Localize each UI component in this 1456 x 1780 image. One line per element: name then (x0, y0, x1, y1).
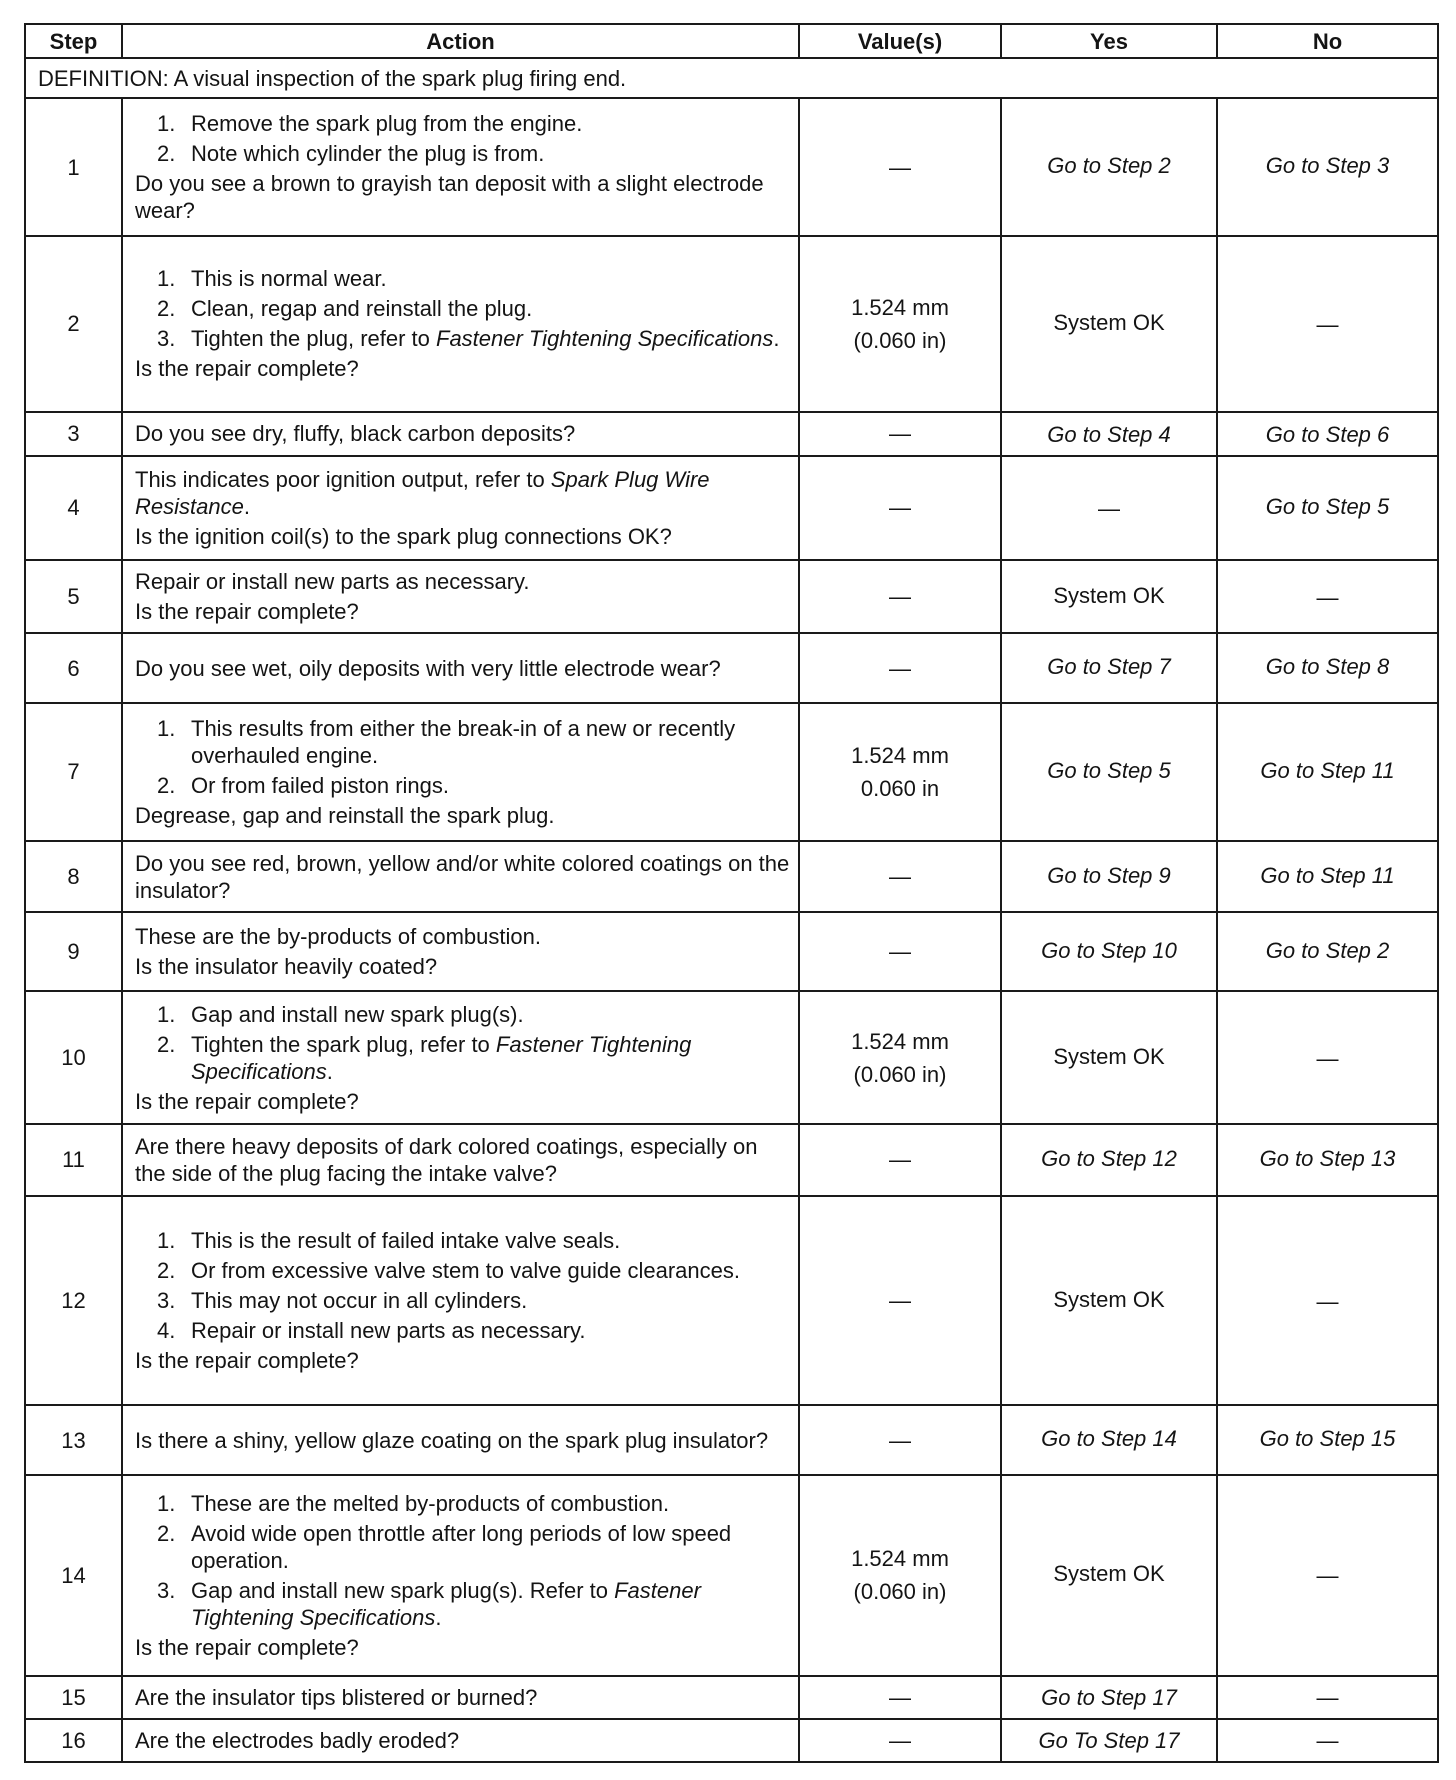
no-cell: — (1217, 1676, 1438, 1719)
list-item: 3. Tighten the plug, refer to Fastener Tightening Specifications. (157, 326, 780, 352)
step-number: 12 (25, 1196, 122, 1406)
list-item: 1. These are the melted by-products of combustion. (157, 1490, 670, 1516)
yes-cell: Go to Step 2 (1001, 98, 1217, 236)
yes-cell: Go to Step 10 (1001, 912, 1217, 990)
value-metric: 1.524 mm (851, 1028, 949, 1054)
action-question: Is the repair complete? (135, 1088, 359, 1114)
header-step: Step (25, 24, 122, 58)
list-item: 1. Remove the spark plug from the engine. (157, 111, 583, 137)
no-cell: Go to Step 13 (1217, 1124, 1438, 1195)
action-question: Do you see red, brown, yellow and/or white colored coatings on the insulator? (135, 850, 790, 903)
yes-cell: Go to Step 5 (1001, 703, 1217, 842)
action-question: Do you see dry, fluffy, black carbon deposits? (135, 421, 576, 447)
no-cell: — (1217, 560, 1438, 633)
yes-cell: Go to Step 7 (1001, 633, 1217, 702)
step-number: 1 (25, 98, 122, 236)
action-cell (122, 236, 799, 412)
no-cell: — (1217, 991, 1438, 1125)
step-number: 2 (25, 236, 122, 412)
no-cell: — (1217, 1196, 1438, 1406)
yes-cell: — (1001, 456, 1217, 560)
action-cell (122, 703, 799, 842)
table-row (25, 991, 1438, 1125)
value-cell: — (799, 841, 1001, 912)
table-row (25, 456, 1438, 560)
action-question: Do you see a brown to grayish tan deposit with a slight electrode wear? (135, 171, 764, 224)
yes-cell: Go to Step 9 (1001, 841, 1217, 912)
no-cell: Go to Step 2 (1217, 912, 1438, 990)
value-cell: — (799, 912, 1001, 990)
header-values: Value(s) (799, 24, 1001, 58)
list-item: 3. This may not occur in all cylinders. (157, 1288, 528, 1314)
no-cell: Go to Step 11 (1217, 841, 1438, 912)
action-cell (122, 412, 799, 456)
list-item: 2. Or from excessive valve stem to valve guide clearances. (157, 1258, 741, 1284)
value-cell: — (799, 98, 1001, 236)
table-row (25, 412, 1438, 456)
list-item: 1. This is the result of failed intake valve seals. (157, 1228, 621, 1254)
action-cell (122, 1719, 799, 1762)
action-question: Is the insulator heavily coated? (135, 954, 438, 980)
action-cell (122, 1676, 799, 1719)
step-number: 6 (25, 633, 122, 702)
step-number: 14 (25, 1475, 122, 1676)
value-cell: — (799, 456, 1001, 560)
action-question: Is the repair complete? (135, 356, 359, 382)
action-question: Is there a shiny, yellow glaze coating on the spark plug insulator? (135, 1427, 769, 1453)
header-row (25, 24, 1438, 58)
list-item: 2. Avoid wide open throttle after long periods of low speed operation. (157, 1520, 732, 1573)
step-number: 9 (25, 912, 122, 990)
action-question: Degrease, gap and reinstall the spark plug. (135, 802, 555, 828)
value-cell: — (799, 1196, 1001, 1406)
no-cell: — (1217, 1475, 1438, 1676)
yes-cell: Go to Step 14 (1001, 1405, 1217, 1474)
step-number: 10 (25, 991, 122, 1125)
value-metric: 1.524 mm (851, 742, 949, 768)
no-cell: Go to Step 3 (1217, 98, 1438, 236)
table-row (25, 703, 1438, 842)
header-action: Action (122, 24, 799, 58)
yes-cell: System OK (1001, 236, 1217, 412)
action-text: Repair or install new parts as necessary. (135, 569, 530, 595)
list-item: 2. Clean, regap and reinstall the plug. (157, 296, 533, 322)
list-item: 2. Or from failed piston rings. (157, 772, 449, 798)
no-cell: — (1217, 236, 1438, 412)
step-number: 16 (25, 1719, 122, 1762)
action-text: These are the by-products of combustion. (135, 924, 541, 950)
yes-cell: Go to Step 12 (1001, 1124, 1217, 1195)
list-item: 3. Gap and install new spark plug(s). Refer to Fastener Tightening Specifications. (157, 1577, 701, 1630)
step-number: 15 (25, 1676, 122, 1719)
step-number: 13 (25, 1405, 122, 1474)
table-row (25, 560, 1438, 633)
action-cell (122, 1124, 799, 1195)
no-cell: Go to Step 8 (1217, 633, 1438, 702)
value-cell: — (799, 1676, 1001, 1719)
value-cell (799, 236, 1001, 412)
value-cell: — (799, 412, 1001, 456)
yes-cell: System OK (1001, 1196, 1217, 1406)
step-number: 3 (25, 412, 122, 456)
action-text: This indicates poor ignition output, refer to Spark Plug Wire Resistance. (135, 466, 710, 519)
table-row (25, 841, 1438, 912)
yes-cell: System OK (1001, 560, 1217, 633)
value-cell: — (799, 1124, 1001, 1195)
table-row (25, 912, 1438, 990)
table-row (25, 98, 1438, 236)
action-cell (122, 456, 799, 560)
action-cell (122, 1475, 799, 1676)
value-cell: — (799, 1719, 1001, 1762)
value-metric: 1.524 mm (851, 1546, 949, 1572)
table-row (25, 1405, 1438, 1474)
list-item: 1. This is normal wear. (157, 266, 387, 292)
action-question: Are the insulator tips blistered or burned? (135, 1684, 538, 1710)
table-row (25, 1124, 1438, 1195)
action-cell (122, 841, 799, 912)
step-number: 7 (25, 703, 122, 842)
table-row (25, 1475, 1438, 1676)
list-item: 1. Gap and install new spark plug(s). (157, 1001, 524, 1027)
action-question: Are the electrodes badly eroded? (135, 1727, 460, 1753)
value-cell: — (799, 560, 1001, 633)
table-row (25, 1676, 1438, 1719)
action-question: Do you see wet, oily deposits with very little electrode wear? (135, 655, 721, 681)
value-imperial: (0.060 in) (853, 327, 947, 353)
no-cell: Go to Step 6 (1217, 412, 1438, 456)
yes-cell: Go To Step 17 (1001, 1719, 1217, 1762)
value-cell (799, 991, 1001, 1125)
action-cell (122, 560, 799, 633)
no-cell: Go to Step 15 (1217, 1405, 1438, 1474)
value-cell: — (799, 633, 1001, 702)
table-row (25, 633, 1438, 702)
action-question: Is the repair complete? (135, 1348, 359, 1374)
no-cell: Go to Step 5 (1217, 456, 1438, 560)
step-number: 5 (25, 560, 122, 633)
no-cell: — (1217, 1719, 1438, 1762)
step-number: 8 (25, 841, 122, 912)
action-cell (122, 1196, 799, 1406)
value-cell (799, 703, 1001, 842)
action-cell (122, 912, 799, 990)
value-imperial: (0.060 in) (853, 1061, 947, 1087)
list-item: 1. This results from either the break-in of a new or recently overhauled engine. (157, 715, 736, 768)
list-item: 2. Note which cylinder the plug is from. (157, 141, 545, 167)
yes-cell: Go to Step 17 (1001, 1676, 1217, 1719)
header-yes: Yes (1001, 24, 1217, 58)
step-number: 4 (25, 456, 122, 560)
step-number: 11 (25, 1124, 122, 1195)
definition-row (25, 58, 1438, 98)
action-question: Is the ignition coil(s) to the spark plug connections OK? (135, 523, 672, 549)
list-item: 4. Repair or install new parts as necessary. (157, 1318, 586, 1344)
yes-cell: System OK (1001, 991, 1217, 1125)
table-row (25, 1719, 1438, 1762)
list-item: 2. Tighten the spark plug, refer to Fastener Tightening Specifications. (157, 1031, 692, 1084)
header-no: No (1217, 24, 1438, 58)
table-row (25, 1196, 1438, 1406)
table-row (25, 236, 1438, 412)
value-imperial: (0.060 in) (853, 1579, 947, 1605)
yes-cell: Go to Step 4 (1001, 412, 1217, 456)
definition-text: DEFINITION: A visual inspection of the spark plug firing end. (25, 58, 1438, 98)
action-question: Is the repair complete? (135, 1634, 359, 1660)
yes-cell: System OK (1001, 1475, 1217, 1676)
action-cell (122, 633, 799, 702)
value-cell: — (799, 1405, 1001, 1474)
value-cell (799, 1475, 1001, 1676)
action-question: Is the repair complete? (135, 599, 359, 625)
action-cell (122, 1405, 799, 1474)
value-imperial: 0.060 in (860, 775, 940, 801)
action-cell (122, 991, 799, 1125)
diagnostic-table (24, 23, 1439, 1763)
action-question: Are there heavy deposits of dark colored coatings, especially on the side of the plug facing the intake valve? (135, 1133, 758, 1186)
action-cell (122, 98, 799, 236)
value-metric: 1.524 mm (851, 294, 949, 320)
no-cell: Go to Step 11 (1217, 703, 1438, 842)
